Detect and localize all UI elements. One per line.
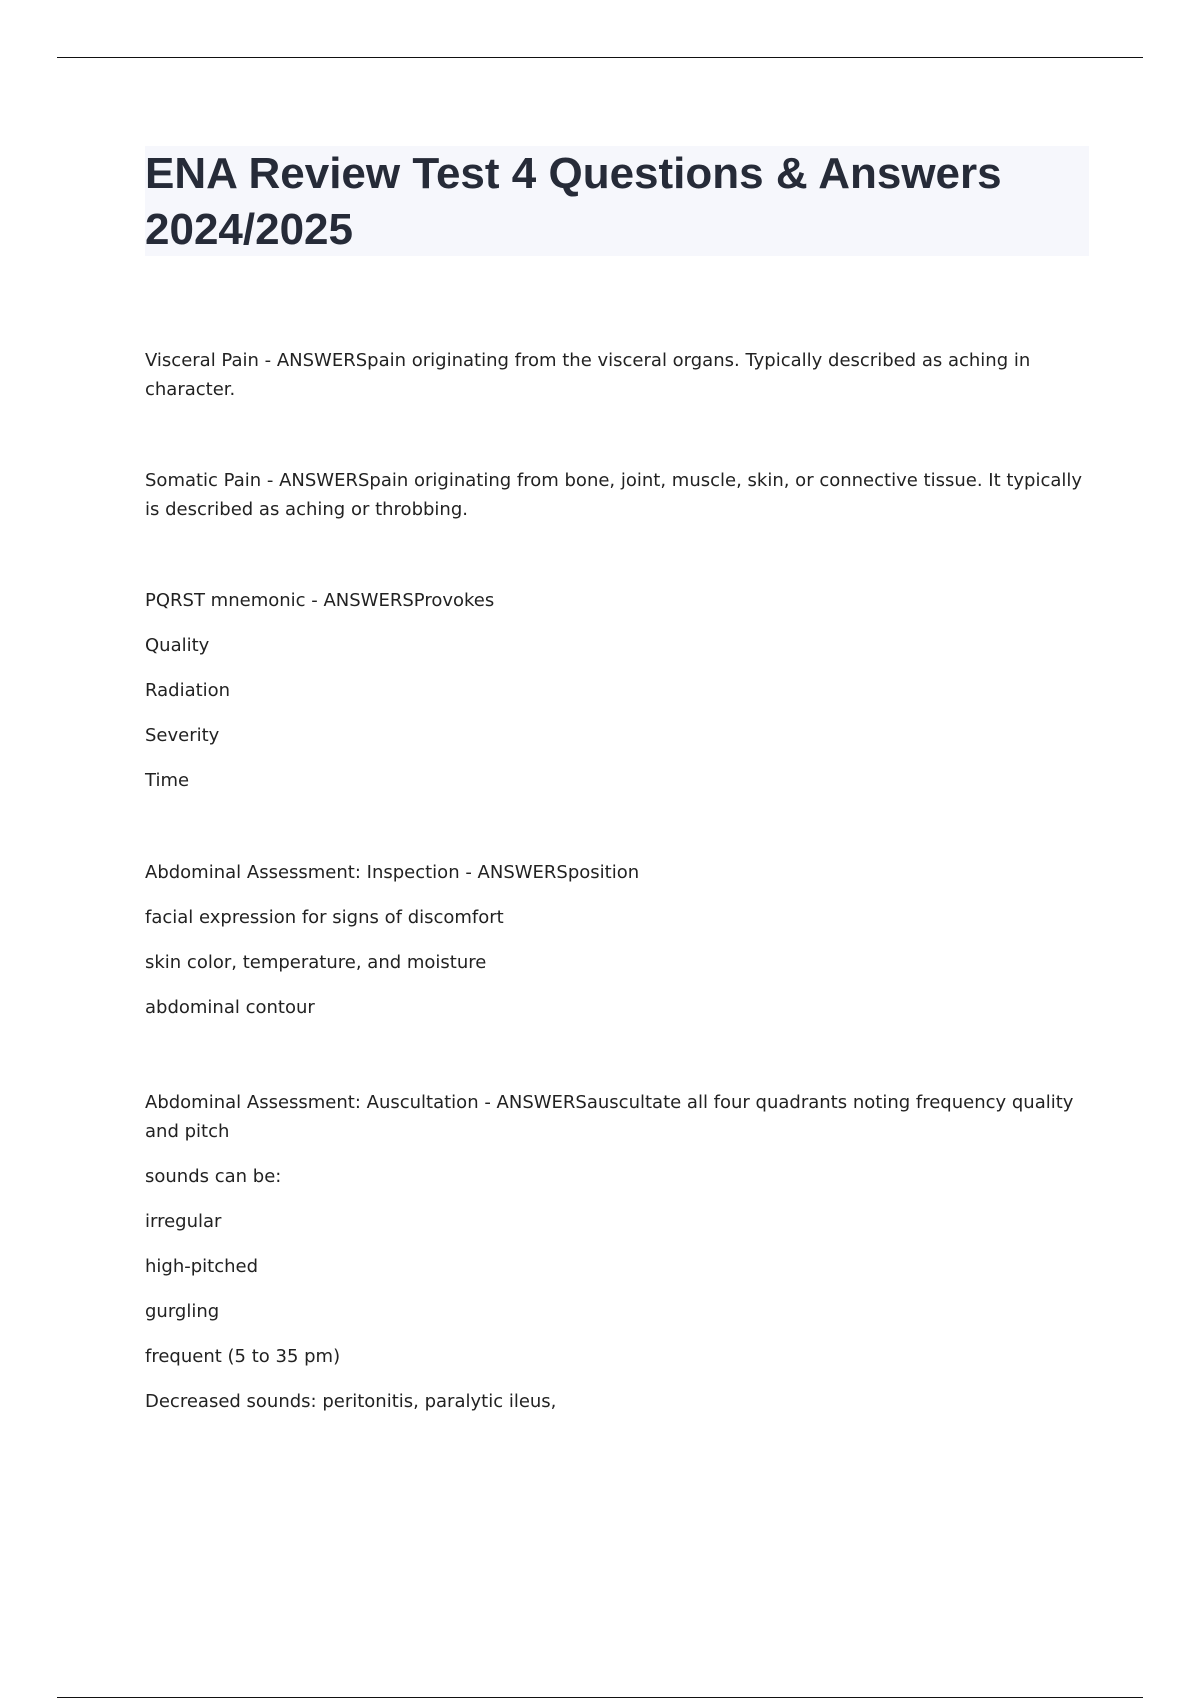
- entry-first-line: PQRST mnemonic - ANSWERSProvokes: [145, 590, 495, 611]
- entry-continuation: character.: [145, 379, 236, 400]
- entry-sub-line: irregular: [145, 1211, 222, 1232]
- entry-first-line: Abdominal Assessment: Inspection - ANSWERSposition: [145, 862, 640, 883]
- page-title: [145, 146, 1089, 258]
- entry-continuation: and pitch: [145, 1121, 230, 1142]
- entry-sub-line: Time: [145, 770, 190, 791]
- entry-sub-line: Radiation: [145, 680, 231, 701]
- entry-sub-line: sounds can be:: [145, 1166, 282, 1187]
- title-line-2: 2024/2025: [145, 205, 353, 254]
- entry-first-line: Visceral Pain - ANSWERSpain originating from the visceral organs. Typically described as aching in: [145, 350, 1031, 371]
- top-rule: [57, 57, 1143, 58]
- entry-first-line: Somatic Pain - ANSWERSpain originating from bone, joint, muscle, skin, or connective tissue. It typically: [145, 470, 1083, 491]
- entry-continuation: is described as aching or throbbing.: [145, 499, 468, 520]
- entry-sub-line: Quality: [145, 635, 210, 656]
- title-block: [145, 146, 1089, 256]
- entry-sub-line: Severity: [145, 725, 220, 746]
- qa-entry-visceral-pain: [145, 346, 1030, 404]
- qa-entry-pqrst: [145, 586, 494, 795]
- entry-sub-line: abdominal contour: [145, 997, 315, 1018]
- title-line-1: ENA Review Test 4 Questions & Answers: [145, 149, 1002, 198]
- entry-sub-line: frequent (5 to 35 pm): [145, 1346, 341, 1367]
- bottom-rule: [57, 1697, 1143, 1698]
- entry-sub-line: high-pitched: [145, 1256, 259, 1277]
- qa-entry-somatic-pain: [145, 466, 1082, 524]
- entry-sub-line: skin color, temperature, and moisture: [145, 952, 487, 973]
- qa-entry-abdominal-auscultation: [145, 1088, 1073, 1416]
- entry-sub-line: Decreased sounds: peritonitis, paralytic ileus,: [145, 1391, 557, 1412]
- entry-sub-line: gurgling: [145, 1301, 220, 1322]
- entry-sub-line: facial expression for signs of discomfort: [145, 907, 504, 928]
- qa-entry-abdominal-inspection: [145, 858, 639, 1022]
- entry-first-line: Abdominal Assessment: Auscultation - ANSWERSauscultate all four quadrants noting frequency quality: [145, 1092, 1074, 1113]
